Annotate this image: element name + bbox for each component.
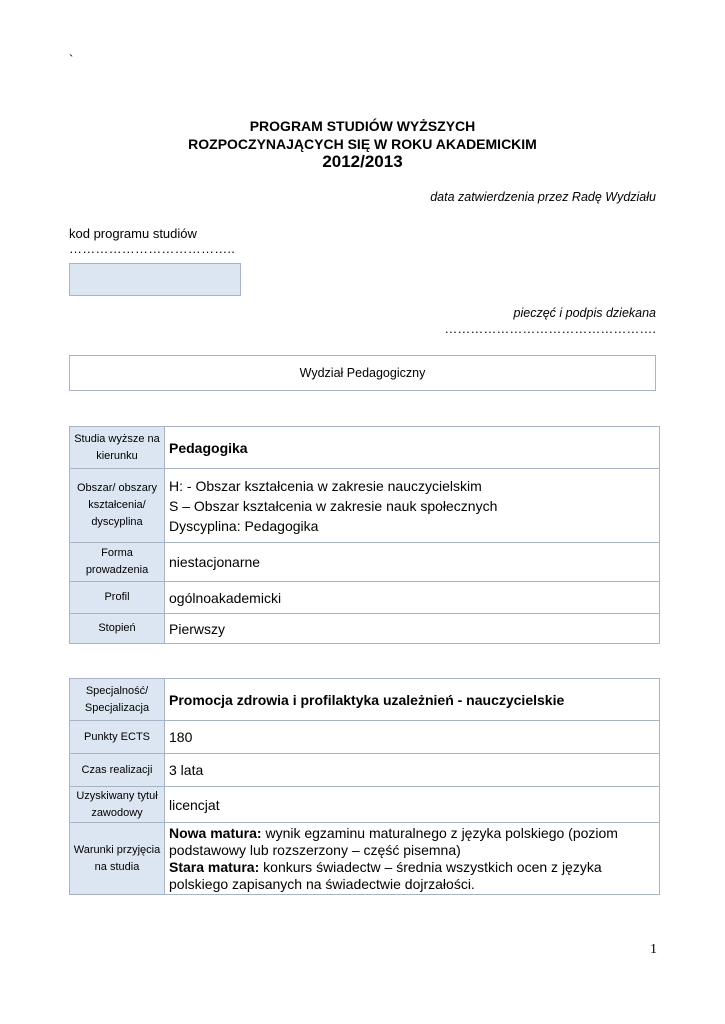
table-row [70, 721, 660, 754]
page-number: 1 [650, 942, 657, 957]
table-row [70, 679, 660, 721]
warunki-value [165, 823, 660, 895]
dean-stamp-dots: …………………………………………. [444, 321, 656, 336]
title-line-2: ROZPOCZYNAJĄCYCH SIĘ W ROKU AKADEMICKIM [188, 136, 537, 152]
program-code-dots: ……………………………….. [69, 241, 236, 256]
table-row [70, 823, 660, 895]
faculty-name: Wydział Pedagogiczny [299, 366, 426, 380]
obszar-label: Obszar/ obszary kształcenia/ dyscyplina [70, 469, 165, 543]
stara-matura-label: Stara matura: [169, 858, 260, 875]
obszar-line-s: S – Obszar kształcenia w zakresie nauk społecznych [169, 497, 498, 514]
nowa-matura-paragraph [169, 825, 659, 859]
stopien-label: Stopień [70, 614, 165, 644]
czas-label: Czas realizacji [70, 754, 165, 787]
specialization-table [69, 678, 660, 895]
kierunek-label: Studia wyższe na kierunku [70, 427, 165, 469]
table-row [70, 754, 660, 787]
nowa-matura-label: Nowa matura: [169, 824, 262, 841]
stara-matura-text: konkurs świadectw – średnia wszystkich ocen z języka polskiego zapisanych na świadectwie dojrzałości. [169, 858, 602, 892]
tytul-label: Uzyskiwany tytuł zawodowy [70, 787, 165, 823]
table-row [70, 469, 660, 543]
program-code-field[interactable] [69, 263, 241, 296]
czas-value: 3 lata [165, 754, 660, 787]
nowa-matura-text: wynik egzaminu maturalnego z języka polskiego (poziom podstawowy lub rozszerzony – część pisemna) [169, 824, 618, 858]
dean-stamp-label: pieczęć i podpis dziekana [513, 306, 656, 320]
ects-value: 180 [165, 721, 660, 754]
study-info-table [69, 426, 660, 644]
warunki-label: Warunki przyjęcia na studia [70, 823, 165, 895]
profil-label: Profil [70, 582, 165, 614]
table-row [70, 427, 660, 469]
table-row [70, 787, 660, 823]
stara-matura-paragraph [169, 859, 659, 893]
obszar-value [165, 469, 660, 543]
spec-value: Promocja zdrowia i profilaktyka uzależnień - nauczycielskie [165, 679, 660, 721]
title-line-1: PROGRAM STUDIÓW WYŻSZYCH [249, 118, 476, 134]
forma-label: Forma prowadzenia [70, 543, 165, 582]
ects-label: Punkty ECTS [70, 721, 165, 754]
forma-value: niestacjonarne [165, 543, 660, 582]
approval-date-note: data zatwierdzenia przez Radę Wydziału [430, 190, 656, 204]
tytul-value: licencjat [165, 787, 660, 823]
title-year: 2012/2013 [322, 152, 403, 171]
table-row [70, 614, 660, 644]
spec-label: Specjalność/ Specjalizacja [70, 679, 165, 721]
kierunek-value: Pedagogika [165, 427, 660, 469]
profil-value: ogólnoakademicki [165, 582, 660, 614]
obszar-line-h: H: - Obszar kształcenia w zakresie nauczycielskim [169, 477, 482, 494]
table-row [70, 543, 660, 582]
obszar-line-dyscyplina: Dyscyplina: Pedagogika [169, 517, 319, 534]
stray-mark: ` [69, 52, 74, 67]
table-row [70, 582, 660, 614]
stopien-value: Pierwszy [165, 614, 660, 644]
faculty-box [69, 355, 656, 391]
program-code-label: kod programu studiów [69, 226, 197, 241]
